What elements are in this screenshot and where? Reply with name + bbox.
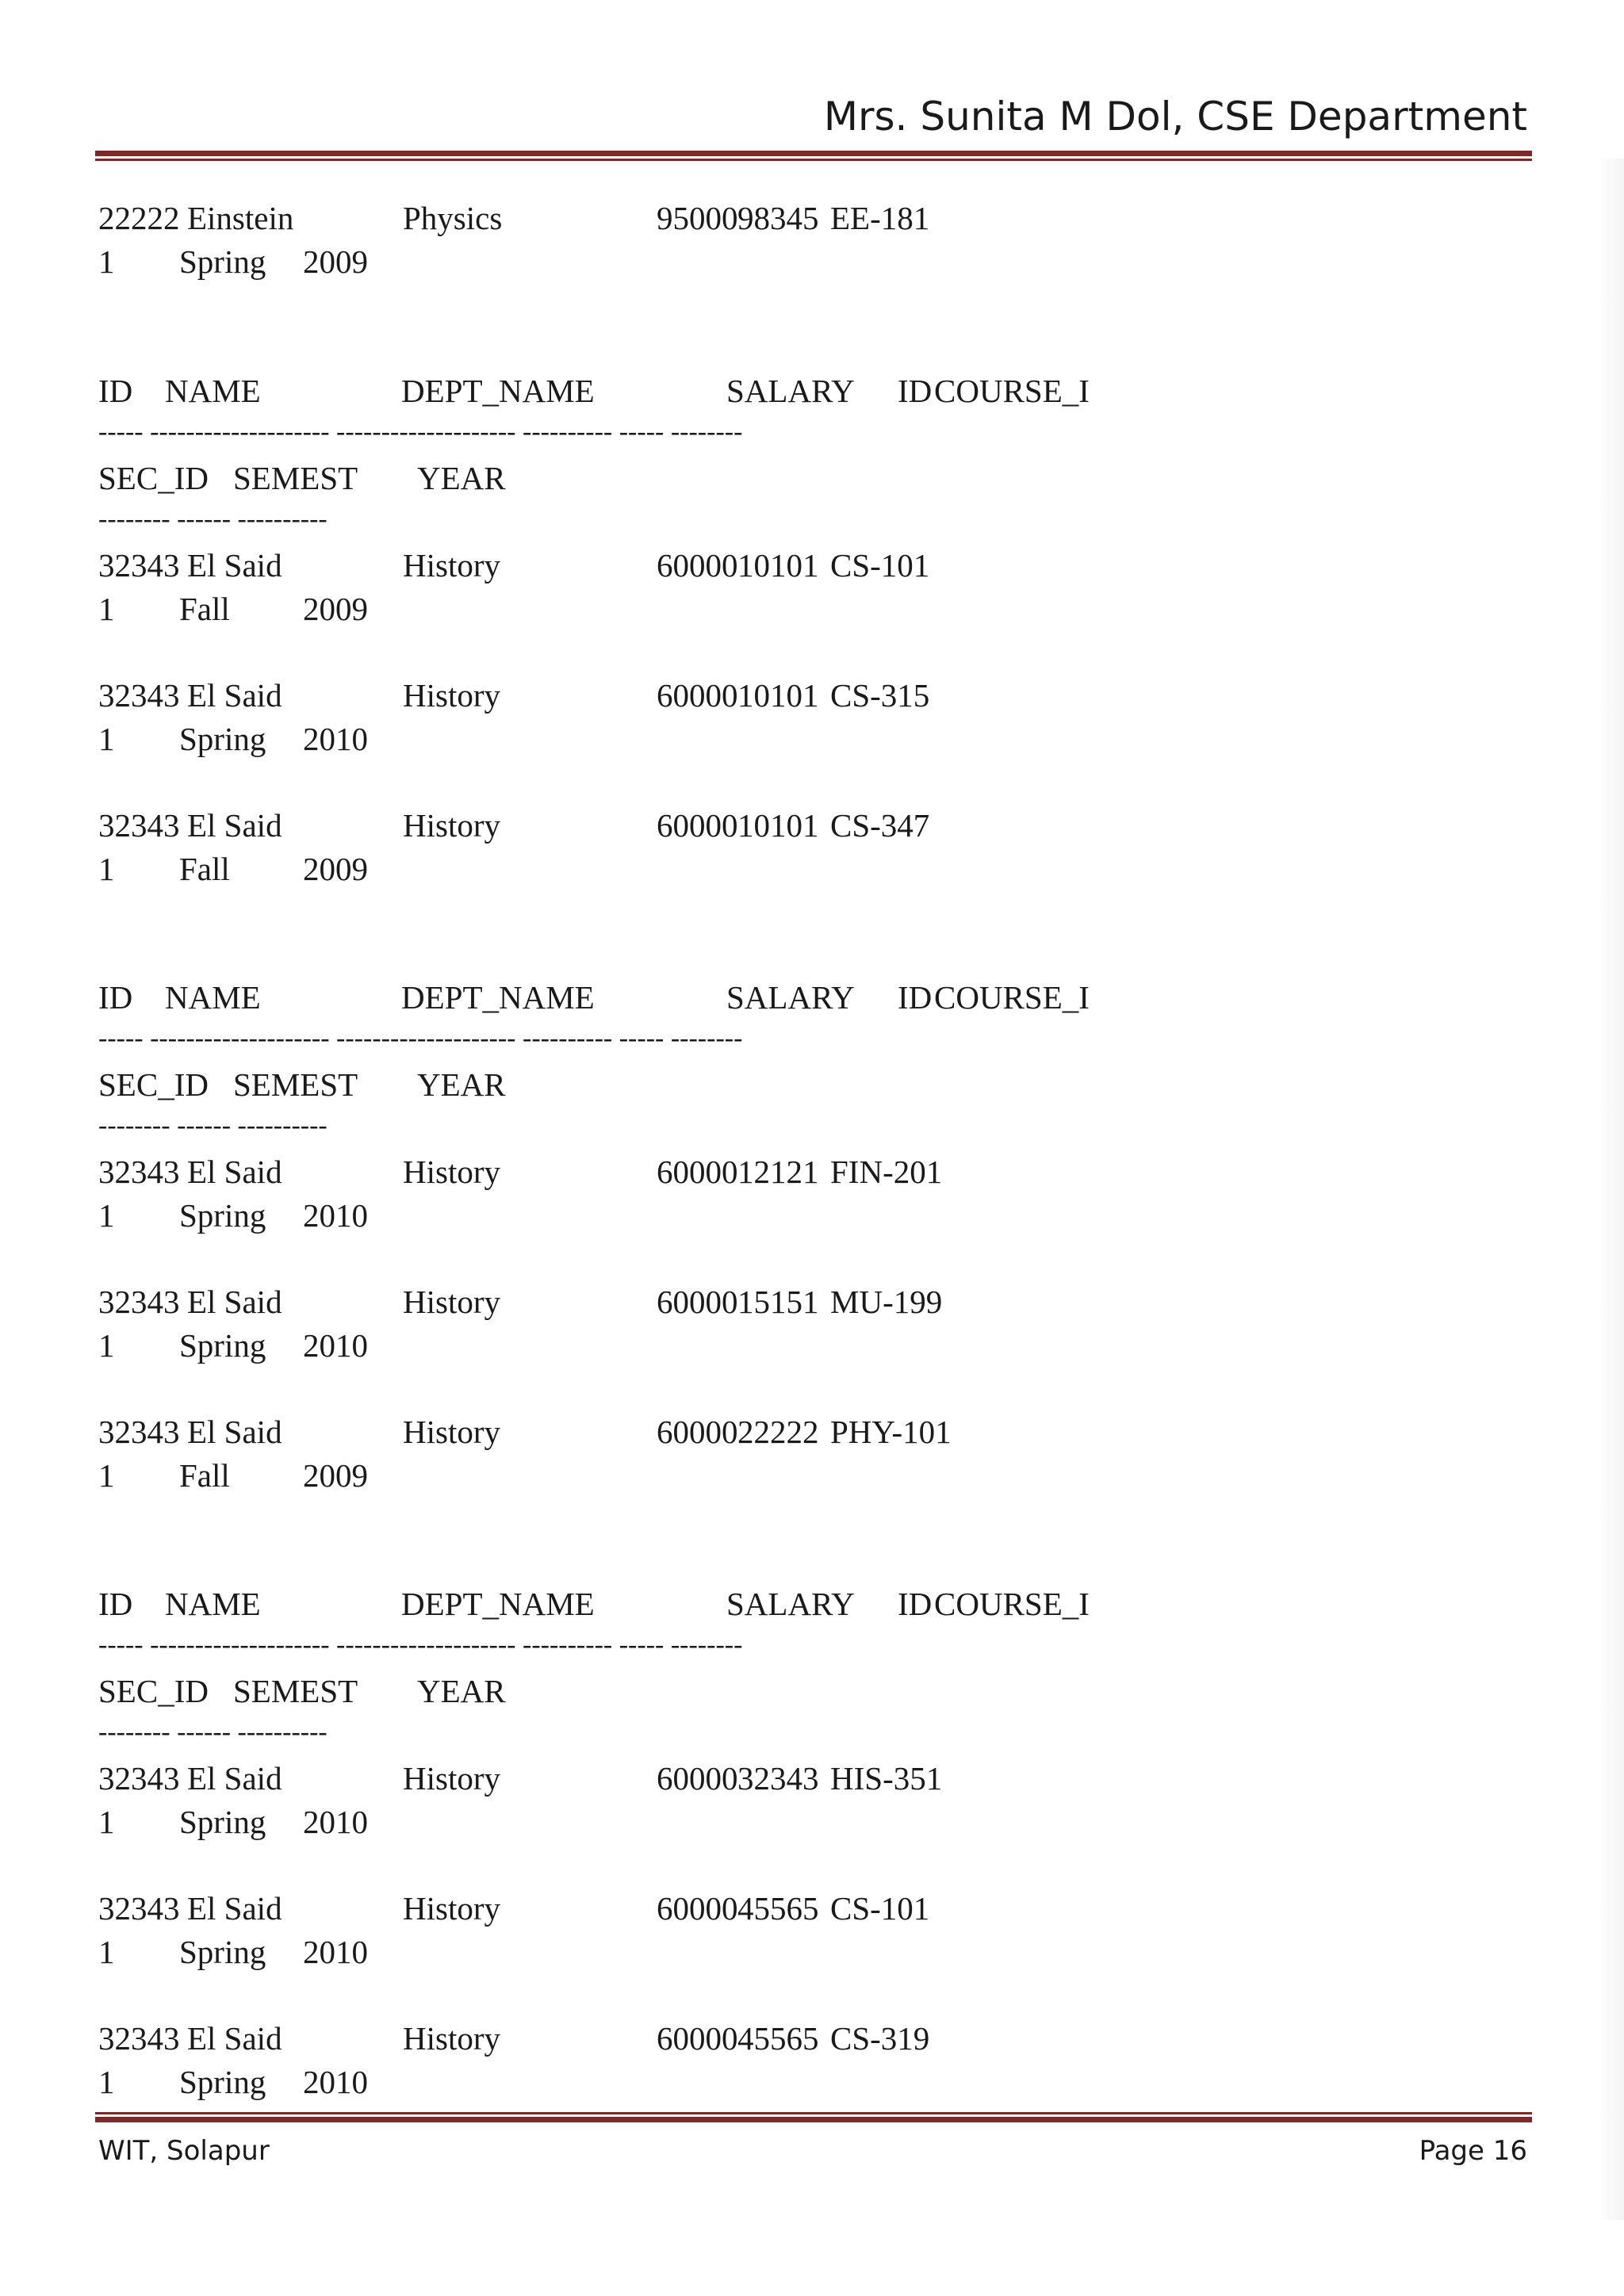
- cell-semester: Spring: [179, 2064, 266, 2100]
- cell-instructor-id: 45565: [737, 2020, 819, 2057]
- cell-semester: Fall: [179, 1457, 230, 1494]
- cell-year: 2009: [303, 851, 368, 887]
- cell-year: 2009: [303, 1457, 368, 1494]
- cell-year: 2010: [303, 1934, 368, 1970]
- header-rule: [95, 151, 1532, 161]
- header-separator: ----- -------------------- -------------------- ---------- ----- --------: [98, 1630, 743, 1659]
- cell-semester: Spring: [179, 1804, 266, 1840]
- cell-instructor-id: 15151: [737, 1284, 819, 1320]
- cell-id: 32343: [98, 1154, 180, 1190]
- cell-semester: Spring: [179, 1934, 266, 1970]
- column-header: SEC_ID: [98, 1673, 209, 1709]
- cell-dept-name: History: [403, 807, 500, 844]
- cell-semester: Spring: [179, 243, 266, 280]
- cell-instructor-id: 32343: [737, 1760, 819, 1797]
- column-header: COURSE_I: [934, 1586, 1090, 1622]
- column-header: DEPT_NAME: [401, 1586, 595, 1622]
- cell-year: 2010: [303, 721, 368, 757]
- cell-instructor-id: 45565: [737, 1890, 819, 1927]
- cell-instructor-id: 22222: [737, 1414, 819, 1450]
- column-header: SEMEST: [233, 1066, 358, 1103]
- cell-name: El Said: [187, 1154, 282, 1190]
- cell-name: El Said: [187, 1284, 282, 1320]
- column-header: SEMEST: [233, 1673, 358, 1709]
- cell-sec-id: 1: [98, 1197, 115, 1234]
- column-header: SEMEST: [233, 460, 358, 496]
- cell-course-id: CS-101: [830, 1890, 930, 1927]
- cell-sec-id: 1: [98, 2064, 115, 2100]
- cell-course-id: CS-101: [830, 547, 930, 584]
- column-header: YEAR: [417, 1673, 506, 1709]
- cell-id: 32343: [98, 1284, 180, 1320]
- column-header: COURSE_I: [934, 373, 1090, 409]
- cell-dept-name: History: [403, 1414, 500, 1450]
- cell-sec-id: 1: [98, 591, 115, 627]
- cell-id: 32343: [98, 1760, 180, 1797]
- footer-rule: [95, 2112, 1532, 2122]
- column-header: SALARY: [726, 1586, 855, 1622]
- cell-sec-id: 1: [98, 243, 115, 280]
- cell-course-id: CS-319: [830, 2020, 930, 2057]
- cell-course-id: CS-315: [830, 677, 930, 714]
- cell-salary: 60000: [657, 1154, 738, 1190]
- cell-id: 32343: [98, 2020, 180, 2057]
- cell-course-id: FIN-201: [830, 1154, 943, 1190]
- cell-dept-name: History: [403, 2020, 500, 2057]
- cell-course-id: MU-199: [830, 1284, 943, 1320]
- cell-id: 32343: [98, 1890, 180, 1927]
- cell-course-id: PHY-101: [830, 1414, 952, 1450]
- column-header: ID: [898, 1586, 933, 1622]
- footer-institution: WIT, Solapur: [98, 2135, 270, 2167]
- header-separator: -------- ------ ----------: [98, 504, 327, 534]
- cell-year: 2009: [303, 591, 368, 627]
- cell-name: Einstein: [187, 200, 294, 236]
- cell-id: 32343: [98, 1414, 180, 1450]
- column-header: ID: [98, 1586, 133, 1622]
- column-header: NAME: [165, 979, 261, 1016]
- cell-dept-name: History: [403, 1760, 500, 1797]
- cell-course-id: HIS-351: [830, 1760, 943, 1797]
- header-separator: -------- ------ ----------: [98, 1717, 327, 1747]
- cell-sec-id: 1: [98, 1804, 115, 1840]
- cell-sec-id: 1: [98, 1934, 115, 1970]
- cell-semester: Spring: [179, 1197, 266, 1234]
- cell-name: El Said: [187, 2020, 282, 2057]
- header-separator: -------- ------ ----------: [98, 1111, 327, 1140]
- cell-year: 2010: [303, 1197, 368, 1234]
- cell-salary: 60000: [657, 807, 738, 844]
- column-header: ID: [98, 979, 133, 1016]
- cell-course-id: CS-347: [830, 807, 930, 844]
- footer-page-number: Page 16: [1419, 2135, 1527, 2167]
- cell-year: 2010: [303, 1804, 368, 1840]
- cell-id: 22222: [98, 200, 180, 236]
- cell-salary: 60000: [657, 1414, 738, 1450]
- cell-id: 32343: [98, 677, 180, 714]
- column-header: NAME: [165, 373, 261, 409]
- cell-name: El Said: [187, 677, 282, 714]
- cell-salary: 60000: [657, 1890, 738, 1927]
- header-separator: ----- -------------------- -------------------- ---------- ----- --------: [98, 417, 743, 446]
- column-header: ID: [98, 373, 133, 409]
- cell-dept-name: History: [403, 1890, 500, 1927]
- cell-dept-name: History: [403, 677, 500, 714]
- cell-dept-name: History: [403, 1284, 500, 1320]
- cell-dept-name: History: [403, 547, 500, 584]
- column-header: SEC_ID: [98, 1066, 209, 1103]
- column-header: COURSE_I: [934, 979, 1090, 1016]
- page-header-title: Mrs. Sunita M Dol, CSE Department: [823, 94, 1527, 140]
- cell-name: El Said: [187, 1890, 282, 1927]
- cell-salary: 60000: [657, 1760, 738, 1797]
- cell-salary: 95000: [657, 200, 738, 236]
- cell-semester: Spring: [179, 721, 266, 757]
- column-header: YEAR: [417, 1066, 506, 1103]
- cell-sec-id: 1: [98, 1457, 115, 1494]
- cell-instructor-id: 98345: [737, 200, 819, 236]
- cell-name: El Said: [187, 807, 282, 844]
- cell-semester: Fall: [179, 851, 230, 887]
- column-header: DEPT_NAME: [401, 373, 595, 409]
- cell-name: El Said: [187, 1414, 282, 1450]
- cell-semester: Spring: [179, 1327, 266, 1364]
- cell-id: 32343: [98, 807, 180, 844]
- cell-year: 2009: [303, 243, 368, 280]
- cell-salary: 60000: [657, 1284, 738, 1320]
- cell-salary: 60000: [657, 677, 738, 714]
- header-separator: ----- -------------------- -------------------- ---------- ----- --------: [98, 1024, 743, 1053]
- cell-salary: 60000: [657, 547, 738, 584]
- cell-name: El Said: [187, 1760, 282, 1797]
- cell-semester: Fall: [179, 591, 230, 627]
- cell-course-id: EE-181: [830, 200, 930, 236]
- cell-instructor-id: 10101: [737, 807, 819, 844]
- cell-sec-id: 1: [98, 1327, 115, 1364]
- cell-sec-id: 1: [98, 721, 115, 757]
- cell-id: 32343: [98, 547, 180, 584]
- cell-year: 2010: [303, 1327, 368, 1364]
- cell-dept-name: Physics: [403, 200, 503, 236]
- cell-year: 2010: [303, 2064, 368, 2100]
- cell-instructor-id: 12121: [737, 1154, 819, 1190]
- column-header: DEPT_NAME: [401, 979, 595, 1016]
- page-edge-shadow: [1597, 159, 1624, 2220]
- column-header: YEAR: [417, 460, 506, 496]
- cell-name: El Said: [187, 547, 282, 584]
- column-header: NAME: [165, 1586, 261, 1622]
- column-header: SALARY: [726, 373, 855, 409]
- column-header: ID: [898, 373, 933, 409]
- cell-sec-id: 1: [98, 851, 115, 887]
- column-header: SEC_ID: [98, 460, 209, 496]
- cell-salary: 60000: [657, 2020, 738, 2057]
- cell-dept-name: History: [403, 1154, 500, 1190]
- cell-instructor-id: 10101: [737, 677, 819, 714]
- column-header: ID: [898, 979, 933, 1016]
- cell-instructor-id: 10101: [737, 547, 819, 584]
- column-header: SALARY: [726, 979, 855, 1016]
